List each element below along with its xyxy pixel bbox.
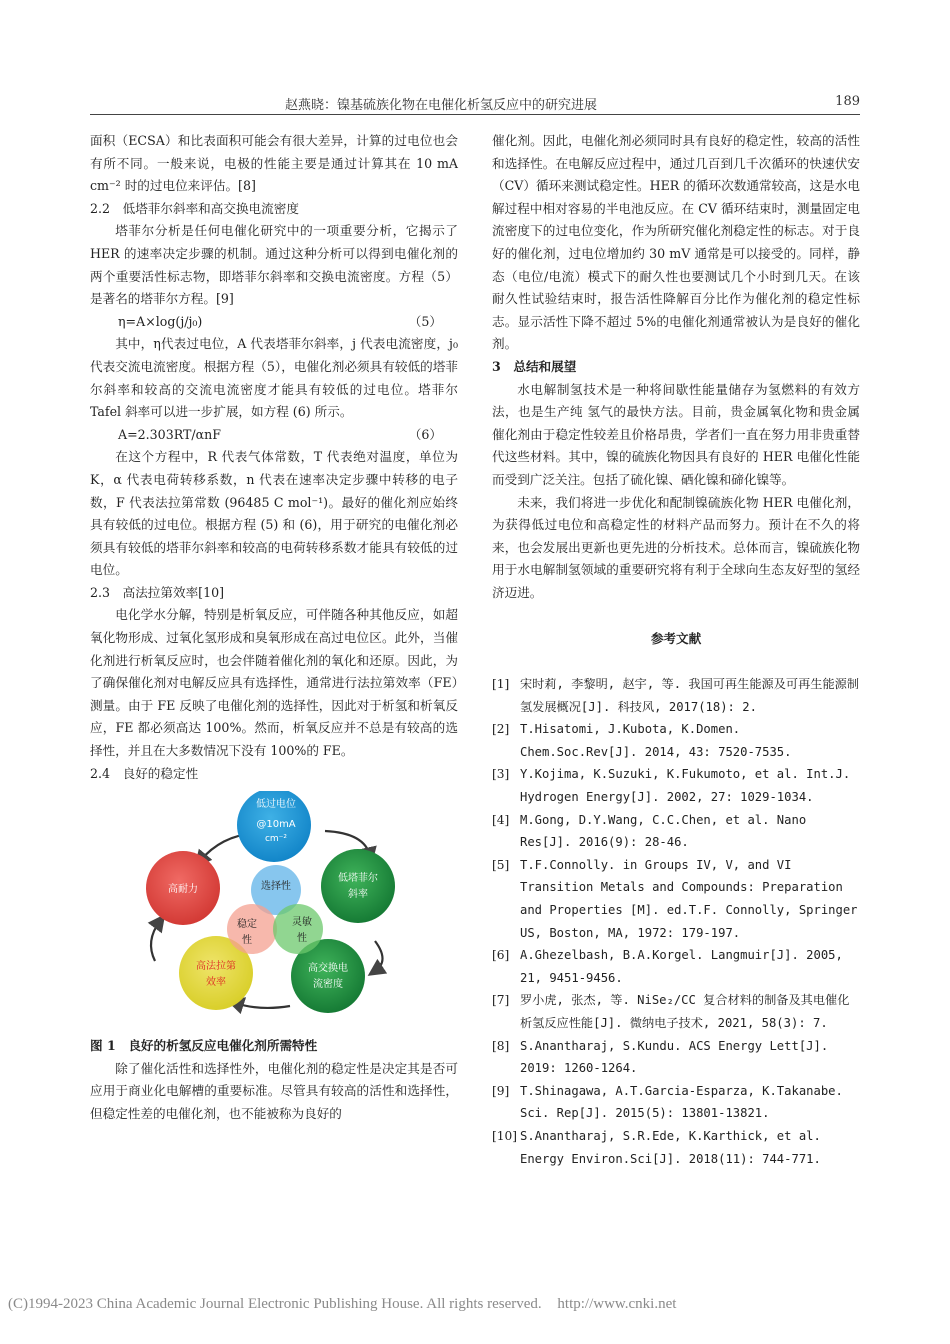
equation-text: η=A×log(j/j₀) [118,313,203,329]
cnki-link[interactable]: http://www.cnki.net [557,1296,677,1312]
reference-item [492,944,860,989]
running-header [90,94,860,116]
paragraph: 面积（ECSA）和比表面积可能会有很大差异，计算的过电位也会有所不同。一般来说，电极的性能主要是通过计算其在 10 mA cm⁻² 时的过电位来评估。[8] [90,133,458,194]
reference-item [492,1080,860,1125]
reference-number: [5] [492,857,510,872]
paragraph: 电化学水分解，特别是析氧反应，可伴随各种其他反应，如超氧化物形成、过氧化氢形成和臭氧形成在高过电位区。此外，当催化剂进行析氧反应时，也会伴随着催化剂的氧化和还原。因此，为了确保催化剂对电解反应具有选择性，通常进行法拉第效率（FE）测量。由于 FE 反映了电催化剂的选择性，因此对于析氢和析氧反应，FE 都必须高达 100%。然而，析氧反应并不总是有较高的选择性，并且在大多数情况下没有 100%的 FE。 [90,607,458,759]
reference-number: [8] [492,1038,510,1053]
center-text: 灵敏 [292,917,312,929]
reference-text: T.Shinagawa, A.T.Garcia-Esparza, K.Takanabe. Sci. Rep[J]. 2015(5): 13801-13821. [520,1083,843,1121]
right-column [492,130,860,1170]
paragraph: 催化剂。因此，电催化剂必须同时具有良好的稳定性，较高的活性和选择性。在电解反应过程中，通过几百到几千次循环的快速伏安（CV）循环来测试稳定性。HER 的循环次数通常较高，这是水电解过程中相对容易的半电池反应。在 CV 循环结束时，测量固定电流密度下的过电位变化，作为所研究催化剂稳定性的标志。对于良好的催化剂，过电位增加约 30 mV 通常是可以接受的。同样，静态（电位/电流）模式下的耐久性也要测试几个小时到几天。在该耐久性试验结束时，报告活性降解百分比作为催化剂的稳定性标志。显示活性下降不超过 5%的电催化剂通常被认为是良好的催化剂。 [492,133,860,352]
paragraph: 未来，我们将进一步优化和配制镍硫族化物 HER 电催化剂，为获得低过电位和高稳定性的材料产品而努力。预计在不久的将来，也会发展出更新也更先进的分析技术。总体而言，镍硫族化物用于水电解制氢领域的重要研究将有利于全球向生态友好型的氢经济迈进。 [492,494,860,600]
reference-number: [3] [492,767,510,782]
reference-item [492,989,860,1034]
paragraph: 水电解制氢技术是一种将间歇性能量储存为氢燃料的有效方法，也是生产纯 氢气的最快方法。目前，贵金属氧化物和贵金属催化剂由于稳定性较差且价格昂贵，学者们一直在努力用非贵重替代这些材料。其中，镍的硫族化物因具有良好的 HER 电催化性能而受到广泛关注。包括了硫化镍、硒化镍和碲化镍等。 [492,381,860,487]
node-text: 效率 [206,977,226,989]
reference-item [492,763,860,808]
section-heading-3: 3 总结和展望 [492,358,577,374]
reference-number: [7] [492,993,510,1008]
left-column [90,130,458,1126]
node-text: 低过电位 [256,799,296,811]
node-text: 高交换电 [308,963,348,975]
paragraph: 除了催化活性和选择性外，电催化剂的稳定性是决定其是否可应用于商业化电解槽的重要标准。尽管具有较高的活性和选择性，但稳定性差的电催化剂，也不能被称为良好的 [90,1060,458,1121]
reference-number: [4] [492,812,510,827]
node-text: 斜率 [348,889,368,901]
node-text: 流密度 [313,979,343,991]
copyright-text: (C)1994-2023 China Academic Journal Electronic Publishing House. All rights reserved. [8,1296,542,1312]
copyright-footer [8,1296,676,1313]
reference-number: [1] [492,677,510,692]
equation-5 [90,311,458,334]
center-sensitivity [273,904,323,954]
reference-list [492,673,860,1170]
reference-item [492,673,860,718]
equation-number: （6） [408,426,442,442]
page-number: 189 [835,94,860,109]
reference-item [492,809,860,854]
reference-text: S.Anantharaj, S.Kundu. ACS Energy Lett[J]. 2019: 1260-1264. [520,1038,829,1076]
center-text: 性 [297,933,307,945]
section-heading-2-3: 2.3 高法拉第效率[10] [90,584,225,600]
reference-text: T.F.Connolly. in Groups IV, V, and VI Transition Metals and Compounds: Preparation and Properties [M]. ed.T.F. Connolly, Springer US, Boston, MA, 1972: 179-197. [520,857,858,940]
equation-text: A=2.303RT/αnF [118,426,221,442]
paragraph: 其中，η代表过电位，A 代表塔菲尔斜率，j 代表电流密度，j₀代表交流电流密度。根据方程（5），电催化剂必须具有较低的塔菲尔斜率和较高的交流电流密度才能具有较低的过电位。塔菲尔 Tafel 斜率可以进一步扩展，如方程 (6) 所示。 [90,336,458,420]
node-text: 高法拉第 [196,961,236,973]
reference-text: 罗小虎, 张杰, 等. NiSe₂/CC 复合材料的制备及其电催化析氢反应性能[J]. 微纳电子技术, 2021, 58(3): 7. [520,993,850,1030]
reference-item [492,854,860,944]
reference-number: [10] [492,1128,518,1143]
figure-1-diagram [90,791,458,1029]
paragraph: 在这个方程中，R 代表气体常数，T 代表绝对温度，单位为 K，α 代表电荷转移系数，n 代表在速率决定步骤中转移的电子数，F 代表法拉第常数 (96485 C mol⁻¹)。最好的催化剂应始终具有较低的过电位。根据方程 (5) 和 (6)，用于研究的电催化剂必须具有较低的塔菲尔斜率和较高的电荷转移系数才能具有较低的过电位。 [90,449,458,578]
reference-text: S.Anantharaj, S.R.Ede, K.Karthick, et al. Energy Environ.Sci[J]. 2018(11): 744-771. [520,1128,821,1166]
reference-text: A.Ghezelbash, B.A.Korgel. Langmuir[J]. 2005, 21, 9451-9456. [520,948,843,985]
reference-number: [2] [492,722,510,737]
running-title: 赵燕晓：镍基硫族化物在电催化析氢反应中的研究进展 [285,98,598,113]
header-rule [90,114,860,115]
reference-number: [6] [492,948,510,963]
section-heading-2-4: 2.4 良好的稳定性 [90,765,199,781]
center-text: 性 [242,935,252,947]
node-text: 低塔菲尔 [338,873,378,885]
node-low-tafel [321,849,395,923]
center-text: 选择性 [261,881,291,893]
reference-item [492,1125,860,1170]
references-title: 参考文献 [650,631,702,647]
reference-item [492,718,860,763]
paragraph: 塔菲尔分析是任何电催化研究中的一项重要分析，它揭示了 HER 的速率决定步骤的机制。通过这种分析可以得到电催化剂的两个重要活性标志物，即塔菲尔斜率和交换电流密度。方程（5）是著名的塔菲尔方程。[9] [90,223,458,307]
node-text: 高耐力 [168,884,198,896]
node-text: @10mA [256,819,296,831]
figure-caption: 图 1 良好的析氢反应电催化剂所需特性 [90,1038,318,1054]
equation-number: （5） [408,313,442,329]
equation-6 [90,424,458,447]
reference-item [492,1035,860,1080]
section-heading-2-2: 2.2 低塔菲尔斜率和高交换电流密度 [90,200,299,216]
reference-number: [9] [492,1083,510,1098]
reference-text: M.Gong, D.Y.Wang, C.C.Chen, et al. Nano Res[J]. 2016(9): 28-46. [520,812,807,850]
node-text: cm⁻² [264,834,288,845]
center-text: 稳定 [237,919,257,931]
reference-text: 宋时莉, 李黎明, 赵宇, 等. 我国可再生能源及可再生能源制氢发展概况[J]. 科技风, 2017(18): 2. [520,677,860,714]
reference-text: T.Hisatomi, J.Kubota, K.Domen. Chem.Soc.Rev[J]. 2014, 43: 7520-7535. [520,722,792,759]
reference-text: Y.Kojima, K.Suzuki, K.Fukumoto, et al. Int.J. Hydrogen Energy[J]. 2002, 27: 1029-1034. [520,767,851,805]
